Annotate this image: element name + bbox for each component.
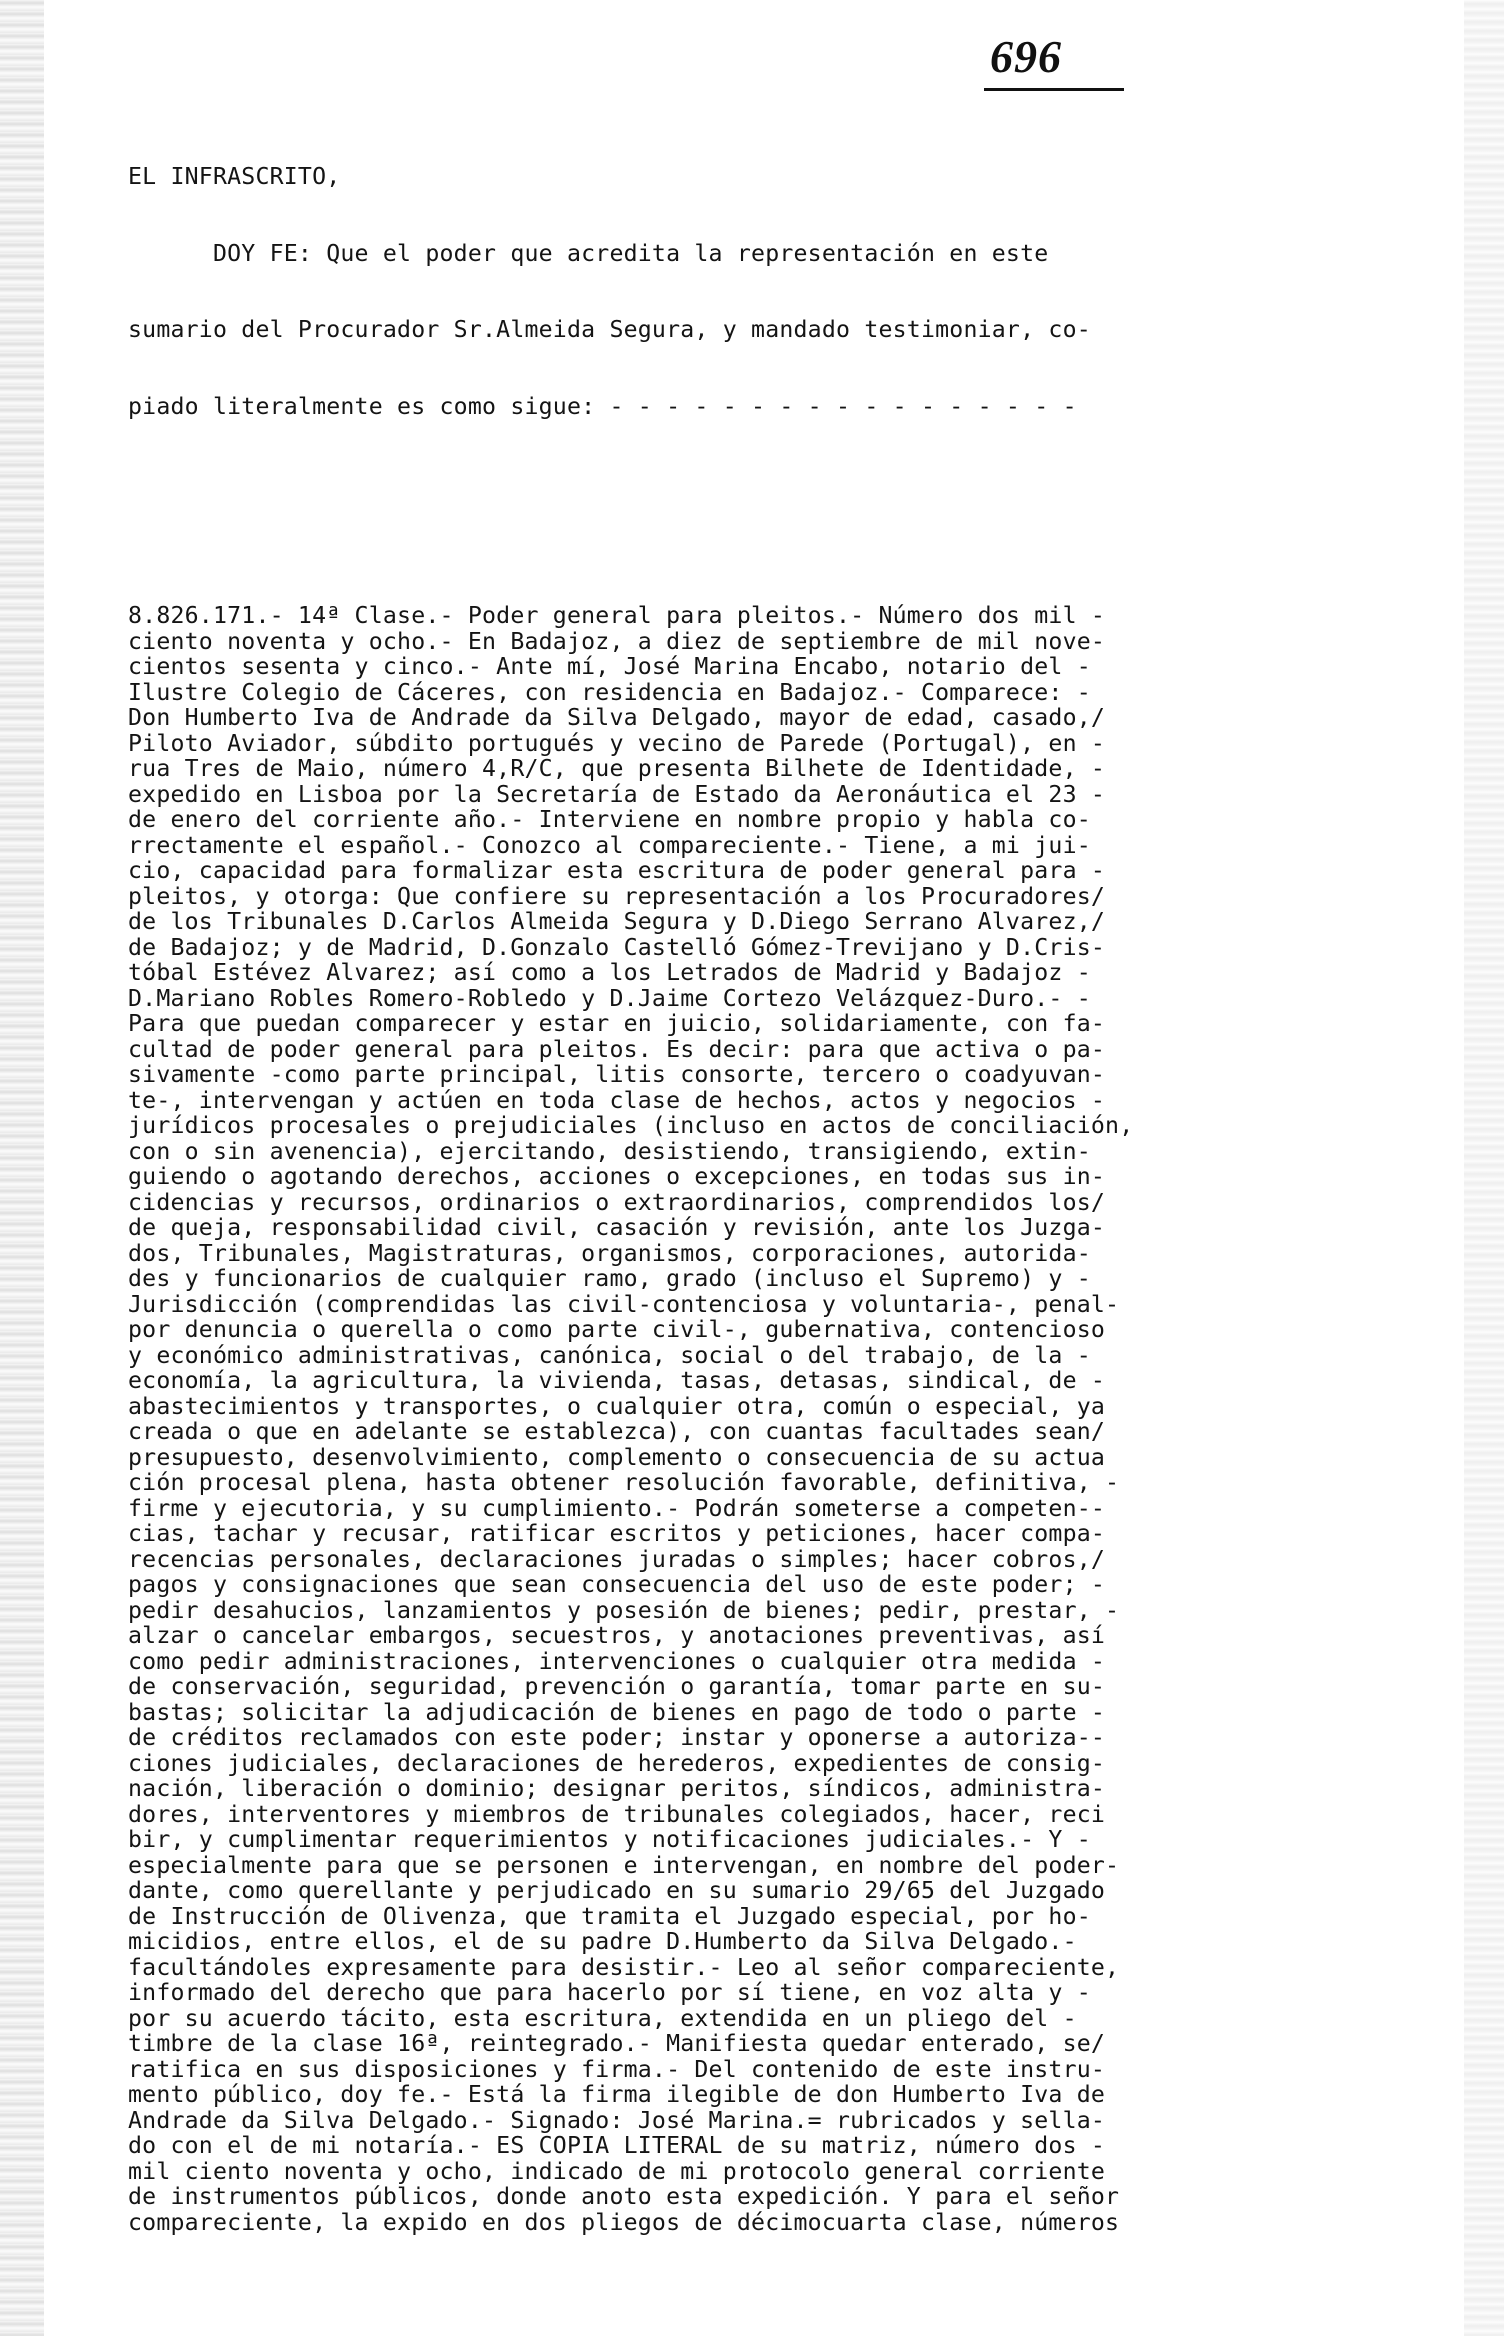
body-line: cientos sesenta y cinco.- Ante mí, José Marina Encabo, notario del -	[128, 653, 1091, 680]
body-line: bastas; solicitar la adjudicación de bienes en pago de todo o parte -	[128, 1698, 1106, 1726]
body-line: cio, capacidad para formalizar esta escritura de poder general para -	[128, 857, 1106, 884]
body-line: micidios, entre ellos, el de su padre D.Humberto da Silva Delgado.-	[128, 1928, 1077, 1955]
body-line: creada o que en adelante se establezca), con cuantas facultades sean/	[128, 1418, 1106, 1445]
body-line: recencias personales, declaraciones juradas o simples; hacer cobros,/	[128, 1545, 1106, 1573]
body-line: abastecimientos y transportes, o cualquier otra, común o especial, ya	[128, 1392, 1106, 1420]
body-line: de Instrucción de Olivenza, que tramita el Juzgado especial, por ho-	[128, 1902, 1091, 1930]
body-line: jurídicos procesales o prejudiciales (incluso en actos de conciliación,	[128, 1112, 1134, 1139]
paragraph-gap	[128, 521, 1458, 552]
header-line: DOY FE: Que el poder que acredita la representación en este	[128, 239, 1049, 267]
body-line: facultándoles expresamente para desistir.- Leo al señor compareciente,	[128, 1953, 1120, 1981]
body-line: dos, Tribunales, Magistraturas, organismos, corporaciones, autorida-	[128, 1239, 1091, 1267]
scan-right-edge	[1464, 0, 1504, 2336]
body-line: timbre de la clase 16ª, reintegrado.- Manifiesta quedar enterado, se/	[128, 2030, 1106, 2057]
body-line: mil ciento noventa y ocho, indicado de mi protocolo general corriente	[128, 2157, 1106, 2185]
body-line: de queja, responsabilidad civil, casación y revisión, ante los Juzga-	[128, 1214, 1106, 1241]
body-line: economía, la agricultura, la vivienda, tasas, detasas, sindical, de -	[128, 1367, 1106, 1394]
body-line: por denuncia o querella o como parte civil-, gubernativa, contencioso	[128, 1316, 1106, 1343]
body-line: de enero del corriente año.- Interviene en nombre propio y habla co-	[128, 806, 1091, 833]
body-line: pleitos, y otorga: Que confiere su representación a los Procuradores/	[128, 882, 1106, 910]
body-line: Andrade da Silva Delgado.- Signado: José Marina.= rubricados y sella-	[128, 2106, 1106, 2134]
body-line: pagos y consignaciones que sean consecuencia del uso de este poder; -	[128, 1571, 1106, 1598]
body-line: do con el de mi notaría.- ES COPIA LITERAL de su matriz, número dos -	[128, 2132, 1106, 2159]
body-line: especialmente para que se personen e intervengan, en nombre del poder-	[128, 1851, 1120, 1879]
body-line: presupuesto, desenvolvimiento, complemento o consecuencia de su actua	[128, 1443, 1106, 1471]
body-line: bir, y cumplimentar requerimientos y notificaciones judiciales.- Y -	[128, 1826, 1091, 1853]
body-line: con o sin avenencia), ejercitando, desistiendo, transigiendo, extin-	[128, 1137, 1091, 1165]
document-text	[128, 62, 1458, 2286]
body-line: de instrumentos públicos, donde anoto esta expedición. Y para el señor	[128, 2183, 1120, 2210]
header-line: piado literalmente es como sigue: - - - - - - - - - - - - - - - - -	[128, 392, 1077, 420]
body-line: D.Mariano Robles Romero-Robledo y D.Jaime Cortezo Velázquez-Duro.- -	[128, 984, 1091, 1012]
body-line: Jurisdicción (comprendidas las civil-contenciosa y voluntaria-, penal-	[128, 1290, 1120, 1318]
body-line: de créditos reclamados con este poder; instar y oponerse a autoriza--	[128, 1724, 1106, 1751]
body-line: cias, tachar y recusar, ratificar escritos y peticiones, hacer compa-	[128, 1520, 1106, 1547]
body-line: nación, liberación o dominio; designar peritos, síndicos, administra-	[128, 1775, 1106, 1802]
body-line: Ilustre Colegio de Cáceres, con residencia en Badajoz.- Comparece: -	[128, 678, 1091, 706]
body-line: rrectamente el español.- Conozco al compareciente.- Tiene, a mi jui-	[128, 831, 1091, 859]
body-line: y económico administrativas, canónica, social o del trabajo, de la -	[128, 1341, 1091, 1369]
header-line: EL INFRASCRITO,	[128, 163, 341, 190]
body-line: dores, interventores y miembros de tribunales colegiados, hacer, reci	[128, 1800, 1106, 1828]
body-line: te-, intervengan y actúen en toda clase de hechos, actos y negocios -	[128, 1086, 1106, 1114]
body-line: Don Humberto Iva de Andrade da Silva Delgado, mayor de edad, casado,/	[128, 704, 1106, 731]
body-line: 8.826.171.- 14ª Clase.- Poder general para pleitos.- Número dos mil -	[128, 602, 1106, 629]
body-line: des y funcionarios de cualquier ramo, grado (incluso el Supremo) y -	[128, 1265, 1091, 1292]
body-line: Para que puedan comparecer y estar en juicio, solidariamente, con fa-	[128, 1010, 1106, 1037]
body-line: cidencias y recursos, ordinarios o extraordinarios, comprendidos los/	[128, 1188, 1106, 1216]
body-line: cultad de poder general para pleitos. Es decir: para que activa o pa-	[128, 1035, 1106, 1063]
body-line: mento público, doy fe.- Está la firma ilegible de don Humberto Iva de	[128, 2081, 1106, 2108]
body-line: compareciente, la expido en dos pliegos de décimocuarta clase, números	[128, 2208, 1120, 2236]
scan-left-edge	[0, 0, 44, 2336]
body-line: expedido en Lisboa por la Secretaría de Estado da Aeronáutica el 23 -	[128, 780, 1106, 808]
body-line: sivamente -como parte principal, litis consorte, tercero o coadyuvan-	[128, 1061, 1106, 1088]
header-line: sumario del Procurador Sr.Almeida Segura, y mandado testimoniar, co-	[128, 316, 1091, 343]
body-line: ciento noventa y ocho.- En Badajoz, a diez de septiembre de mil nove-	[128, 627, 1106, 655]
body-line: de conservación, seguridad, prevención o garantía, tomar parte en su-	[128, 1673, 1106, 1700]
body-line: por su acuerdo tácito, esta escritura, extendida en un pliego del -	[128, 2004, 1077, 2032]
body-block	[128, 603, 1458, 2235]
body-line: de los Tribunales D.Carlos Almeida Segura y D.Diego Serrano Alvarez,/	[128, 908, 1106, 935]
body-line: como pedir administraciones, intervenciones o cualquier otra medida -	[128, 1647, 1106, 1675]
body-line: ciones judiciales, declaraciones de herederos, expedientes de consig-	[128, 1749, 1106, 1777]
body-line: ratifica en sus disposiciones y firma.- Del contenido de este instru-	[128, 2055, 1106, 2083]
body-line: Piloto Aviador, súbdito portugués y vecino de Parede (Portugal), en -	[128, 729, 1106, 757]
body-line: tóbal Estévez Alvarez; así como a los Letrados de Madrid y Badajoz -	[128, 959, 1091, 986]
body-line: informado del derecho que para hacerlo por sí tiene, en voz alta y -	[128, 1979, 1091, 2006]
body-line: ción procesal plena, hasta obtener resolución favorable, definitiva, -	[128, 1469, 1120, 1496]
folio-number: 696	[990, 31, 1062, 82]
body-line: de Badajoz; y de Madrid, D.Gonzalo Castelló Gómez-Trevijano y D.Cris-	[128, 933, 1106, 961]
body-line: rua Tres de Maio, número 4,R/C, que presenta Bilhete de Identidade, -	[128, 755, 1106, 782]
body-line: dante, como querellante y perjudicado en su sumario 29/65 del Juzgado	[128, 1877, 1106, 1904]
body-line: guiendo o agotando derechos, acciones o excepciones, en todas sus in-	[128, 1163, 1106, 1190]
body-line: alzar o cancelar embargos, secuestros, y anotaciones preventivas, así	[128, 1622, 1106, 1649]
body-line: pedir desahucios, lanzamientos y posesión de bienes; pedir, prestar, -	[128, 1596, 1120, 1624]
header-block	[128, 113, 1458, 470]
body-line: firme y ejecutoria, y su cumplimiento.- Podrán someterse a competen--	[128, 1494, 1106, 1522]
